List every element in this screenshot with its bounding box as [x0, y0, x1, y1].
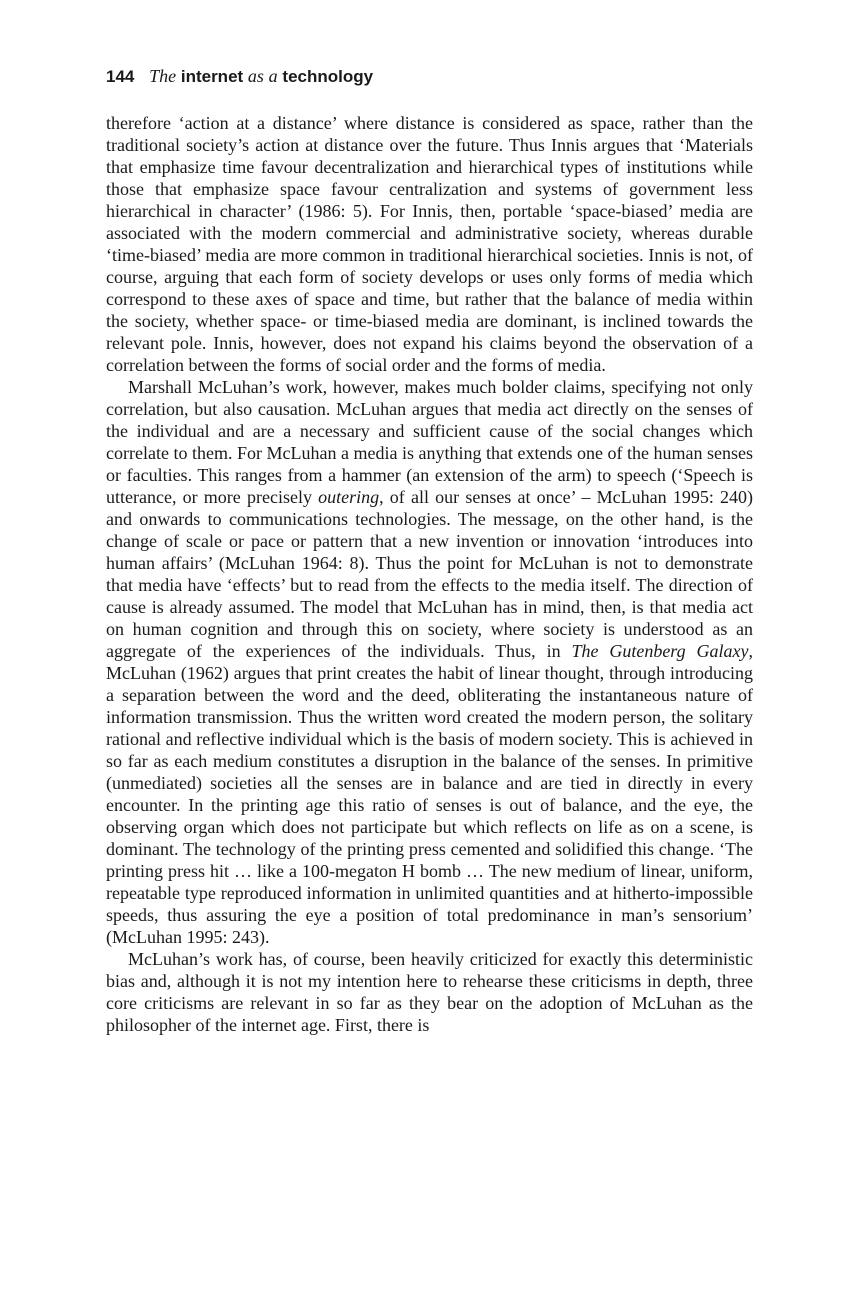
running-head-title-word: The: [149, 66, 177, 86]
paragraph-text: Marshall McLuhan’s work, however, makes much bolder claims, specifying not only correlation, but also causation. McLuhan argues that media act directly on the senses of the individual and are a necessary and sufficient cause of the social changes which correlate to them. For McLuhan a media is anything that extends one of the human senses or faculties. This ranges from a hammer (an extension of the arm) to speech (‘Speech is utterance, or more precisely: [106, 377, 753, 507]
paragraph-text: , of all our senses at once’ – McLuhan 1995: 240) and onwards to communications technologies. The message, on the other hand, is the change of scale or pace or pattern that a new invention or innovation ‘introduces into human affairs’ (McLuhan 1964: 8). Thus the point for McLuhan is not to demonstrate that media have ‘effects’ but to read from the effects to the media itself. The direction of cause is already assumed. The model that McLuhan has in mind, then, is that media act on human cognition and through this on society, where society is understood as an aggregate of the experiences of the individuals. Thus, in: [106, 487, 753, 661]
paragraph-text: , McLuhan (1962) argues that print creates the habit of linear thought, through introducing a separation between the word and the deed, obliterating the instantaneous nature of information transmission. Thus the written word created the modern person, the solitary rational and reflective individual which is the basis of modern society. This is achieved in so far as each medium constitutes a disruption in the balance of the senses. In primitive (unmediated) societies all the senses are in balance and are tied in directly in every encounter. In the printing age this ratio of senses is out of balance, and the eye, the observing organ which does not participate but which reflects on life as on a scene, is dominant. The technology of the printing press cemented and solidified this change. ‘The printing press hit … like a 100-megaton H bomb … The new medium of linear, uniform, repeatable type reproduced information in unlimited quantities and at hitherto-impossible speeds, thus assuring the eye a position of total predominance in man’s sensorium’ (McLuhan 1995: 243).: [106, 641, 754, 947]
book-title-gutenberg-galaxy: The Gutenberg Galaxy: [571, 641, 749, 661]
body-text: [106, 112, 753, 1036]
emphasis-outering: outering: [318, 487, 380, 507]
paragraph-criticism: McLuhan’s work has, of course, been heavily criticized for exactly this deterministic bias and, although it is not my intention here to rehearse these criticisms in depth, three core criticisms are relevant in so far as they bear on the adoption of McLuhan as the philosopher of the internet age. First, there is: [106, 949, 753, 1035]
running-head-title-word: technology: [282, 67, 374, 86]
running-head-title-word: internet: [180, 67, 244, 86]
paragraph-mcluhan: [106, 376, 753, 948]
running-head-title-word: as: [247, 66, 264, 86]
running-head-title-word: a: [268, 66, 278, 86]
paragraph-continuation: therefore ‘action at a distance’ where distance is considered as space, rather than the traditional society’s action at distance over the future. Thus Innis argues that ‘Materials that emphasize time favour decentralization and hierarchical types of institutions while those that emphasize space favour centralization and systems of government less hierarchical in character’ (1986: 5). For Innis, then, portable ‘space-biased’ media are associated with the modern commercial and administrative society, whereas durable ‘time-biased’ media are more common in traditional hierarchical societies. Innis is not, of course, arguing that each form of society develops or uses only forms of media which correspond to these axes of space and time, but rather that the balance of media within the society, whether space- or time-biased media are dominant, is inclined towards the relevant pole. Innis, however, does not expand his claims beyond the observation of a correlation between the forms of social order and the forms of media.: [106, 113, 753, 375]
running-head: [106, 66, 373, 87]
page-number: 144: [106, 67, 135, 86]
